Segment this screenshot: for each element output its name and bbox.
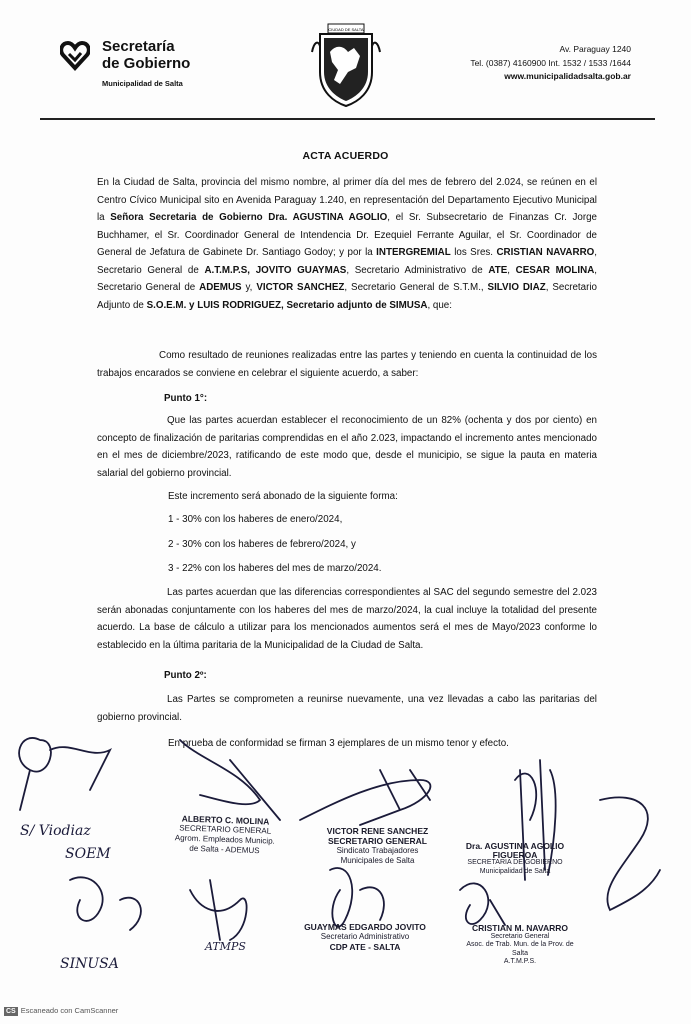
signature-guaymas: [330, 868, 384, 927]
punto-2-paragraph: Las Partes se comprometen a reunirse nuevamente, una vez llevadas a cabo las paritarias del gobierno provincial.: [97, 694, 597, 723]
stamp-molina: [169, 813, 280, 857]
signature-sinusa: [70, 877, 141, 930]
intro-bold-run: ADEMUS: [199, 282, 242, 293]
stamp-line: SECRETARIO GENERAL: [179, 823, 272, 836]
stamp-navarro: [460, 924, 580, 967]
punto-1-heading: Punto 1°:: [164, 393, 208, 404]
intro-bold-run: VICTOR SANCHEZ: [256, 282, 345, 293]
intro-text-run: , el Sr. Subsecretario de Finanzas Cr. Jorge Buchhamer, el Sr. Coordinador General de Intendencia Dr. Ezequiel Ferrante Aguilar, el Sr. Coordinador de General de Jefatura de Gabinete Dr. Santiago Godoy; y por la: [97, 212, 597, 258]
phone: Tel. (0387) 4160900 Int. 1532 / 1533 /1644: [470, 57, 631, 68]
document-title: ACTA ACUERDO: [302, 150, 389, 162]
stamp-line: VICTOR RENE SANCHEZ: [326, 826, 429, 836]
org-name: [102, 38, 190, 72]
camscanner-badge: CS: [6, 1008, 16, 1015]
punto-2-heading: Punto 2º:: [164, 670, 207, 681]
handwriting-sinusa: SINUSA: [60, 956, 119, 972]
intro-bold-run: CRISTIAN NAVARRO: [496, 247, 595, 258]
crest-banner: CIUDAD DE SALTA: [328, 27, 364, 32]
intro-text-run: , Secretario General de: [97, 247, 598, 276]
stamp-line: CRISTIAN M. NAVARRO: [471, 923, 568, 933]
intro-text-run: En la Ciudad de Salta, provincia del mismo nombre, al primer día del mes de febrero del 2.024, se reúnen en el Centro Cívico Municipal sito en Avenida Paraguay 1.240, en representación del Departamento Ejecutivo Municipal la: [97, 177, 597, 223]
heart-logo-icon: [60, 41, 90, 71]
intro-text-run: los Sres.: [450, 247, 497, 258]
contact-block: [470, 43, 631, 84]
intro-text-run: , Secretario Administrativo de: [346, 264, 489, 276]
stamp-line: Municipales de Salta: [340, 856, 415, 865]
context-paragraph: Como resultado de reuniones realizadas entre las partes y teniendo en cuenta la continuidad de los trabajos encarados se conviene en celebrar el siguiente acuerdo, a saber:: [97, 350, 597, 379]
stamp-line: SECRETARIA DE GOBIERNO: [467, 859, 563, 866]
signature-ademus: [180, 740, 280, 820]
website: www.municipalidadsalta.gob.ar: [504, 71, 631, 81]
stamp-line: A.T.M.P.S.: [503, 958, 537, 965]
org-subtitle: Municipalidad de Salta: [102, 79, 183, 88]
stamp-line: Dra. AGUSTINA AGOLIO FIGUEROA: [465, 841, 565, 860]
sac-paragraph: Las partes acuerdan que las diferencias correspondientes al SAC del segundo semestre del 2.023 serán abonadas conjuntamente con los haberes del mes de marzo/2024, la cual incluye la totalidad del presente acuerdo. La base de cálculo a utilizar para los mencionados aumentos será el mes de Mayo/2023 conforme lo establecido en la última paritaria de la Municipalidad de la Ciudad de Salta.: [97, 587, 597, 651]
signature-soem: [19, 738, 110, 810]
city-crest-icon: [310, 22, 382, 108]
handwriting-atmps: ATMPS: [205, 940, 246, 953]
stamp-agolio: [455, 842, 575, 876]
payment-item: 1 - 30% con los haberes de enero/2024,: [168, 514, 343, 525]
handwriting-soem2: SOEM: [65, 846, 111, 862]
stamp-line: Asoc. de Trab. Mun. de la Prov. de Salta: [466, 941, 574, 957]
intro-text-run: , Secretario General de: [97, 264, 598, 293]
intro-text-run: ,: [507, 264, 516, 276]
handwriting-soem: S/ Viodiaz: [20, 823, 91, 839]
intro-bold-run: ATE: [488, 264, 508, 276]
stamp-line: SECRETARIO GENERAL: [327, 836, 428, 846]
stamp-line: Secretario General: [490, 932, 550, 940]
payment-item: 2 - 30% con los haberes de febrero/2024, y: [168, 539, 356, 550]
stamp-line: Agrom. Empleados Municip.: [174, 833, 275, 846]
intro-text-run: , Secretario General de S.T.M.,: [344, 282, 488, 293]
intro-paragraph: [97, 174, 597, 314]
stamp-guaymas: [300, 922, 430, 952]
stamp-line: Sindicato Trabajadores: [336, 846, 419, 855]
conformity-paragraph: En prueba de conformidad se firman 3 ejemplares de un mismo tenor y efecto.: [168, 738, 509, 749]
intro-bold-run: A.T.M.P.S, JOVITO GUAYMAS: [204, 264, 347, 276]
intro-bold-run: SILVIO DIAZ: [487, 282, 546, 293]
stamp-line: de Salta - ADEMUS: [189, 843, 260, 856]
stamp-line: GUAYMAS EDGARDO JOVITO: [304, 922, 426, 932]
intro-bold-run: S.O.E.M. y LUIS RODRIGUEZ, Secretario adjunto de SIMUSA: [146, 299, 428, 311]
address: Av. Paraguay 1240: [559, 44, 631, 54]
stamp-line: Secretario Administrativo: [320, 932, 410, 941]
scanner-text: Escaneado con CamScanner: [20, 1006, 119, 1015]
signature-navarro: [460, 883, 505, 925]
header-divider: [40, 118, 655, 120]
org-name-line2: de Gobierno: [102, 55, 191, 72]
stamp-line: ALBERTO C. MOLINA: [181, 813, 270, 827]
org-name-line1: Secretaría: [102, 38, 175, 55]
intro-bold-run: Señora Secretaria de Gobierno Dra. AGUSTINA AGOLIO: [110, 212, 388, 223]
payment-intro: Este incremento será abonado de la siguiente forma:: [168, 491, 398, 502]
payment-item: 3 - 22% con los haberes del mes de marzo/2024.: [168, 563, 382, 574]
punto-1-paragraph: Que las partes acuerdan establecer el reconocimiento de un 82% (ochenta y dos por ciento) en concepto de finalización de paritarias comprendidas en el año 2.023, impactando el incremento antes mencionado en el mes de diciembre/2023, ratificando de este modo que, desde el municipio, se sigue la pauta en materia salarial del gobierno provincial.: [97, 415, 597, 479]
stamp-line: CDP ATE - SALTA: [329, 942, 401, 952]
stamp-sanchez: [310, 826, 445, 866]
intro-bold-run: INTERGREMIAL: [376, 247, 451, 258]
signature-right: [600, 797, 660, 910]
signature-atmps: [190, 880, 247, 940]
intro-text-run: , Secretario Adjunto de: [97, 282, 597, 311]
scanner-footer: [4, 1006, 118, 1016]
intro-text-run: y,: [241, 282, 257, 293]
stamp-line: Municipalidad de Salta: [479, 867, 551, 875]
signature-sanchez: [300, 770, 430, 825]
intro-bold-run: CESAR MOLINA: [515, 264, 595, 276]
intro-text-run: , que:: [427, 299, 452, 311]
